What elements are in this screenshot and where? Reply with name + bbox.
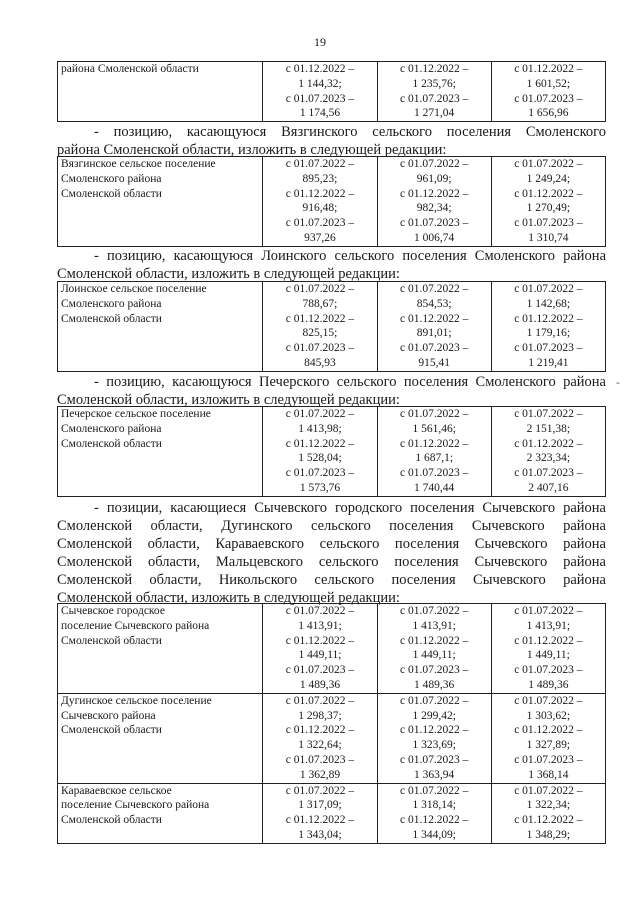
tariff-value-cell — [263, 157, 377, 247]
tariff-value-line: 1 413,91; — [298, 619, 342, 632]
tariff-value-line: с 01.07.2023 – — [399, 217, 469, 230]
tariff-value-cell — [491, 693, 605, 783]
settlement-name-cell — [58, 62, 263, 122]
settlement-name-line: Сычевского района — [61, 709, 156, 722]
tariff-value-line: с 01.07.2023 – — [514, 664, 583, 677]
tariff-value-line: 1 413,91; — [412, 619, 456, 632]
tariff-value-line: с 01.07.2023 – — [514, 92, 583, 105]
tariff-value-line: с 01.12.2022 – — [399, 814, 469, 827]
paragraph-sychevsky — [57, 499, 606, 607]
tariff-value-line: 1 318,14; — [412, 799, 456, 812]
tariff-value-line: с 01.12.2022 – — [514, 187, 583, 200]
tariff-value-line: 895,23; — [302, 172, 338, 185]
tariff-value-cell — [377, 157, 491, 247]
tariff-value-line: с 01.07.2022 – — [285, 408, 355, 420]
tariff-value-line: с 01.12.2022 – — [514, 63, 583, 75]
tariff-value-line: с 01.12.2022 – — [285, 63, 355, 75]
tariff-value-line: с 01.07.2023 – — [285, 467, 355, 480]
settlement-name-line: Лоинское сельское поселение — [61, 283, 207, 295]
tariff-value-line: с 01.07.2022 – — [514, 158, 583, 170]
settlement-name-line: Смоленской области — [61, 312, 162, 325]
tariff-value-line: с 01.07.2022 – — [514, 605, 583, 617]
settlement-name-line: Смоленской области — [61, 187, 162, 200]
tariff-value-cell — [491, 604, 605, 694]
tariff-value-line: 1 344,09; — [412, 828, 456, 841]
tariff-value-line: с 01.07.2023 – — [285, 753, 355, 766]
tariff-value-line: с 01.07.2022 – — [514, 784, 583, 797]
tariff-value-line: 1 270,49; — [526, 202, 571, 215]
tariff-value-line: с 01.07.2022 – — [399, 408, 469, 420]
tariff-value-line: 961,09; — [416, 172, 452, 185]
tariff-value-line: 1 449,11; — [298, 649, 342, 662]
tariff-value-line: 1 323,69; — [412, 739, 456, 752]
table-row — [58, 783, 606, 843]
tariff-value-line: с 01.07.2022 – — [399, 694, 469, 707]
tariff-value-line: 916,48; — [302, 202, 338, 215]
tariff-value-line: с 01.12.2022 – — [399, 312, 469, 325]
tariff-value-line: 788,67; — [302, 297, 338, 310]
tariff-value-line: 1 142,68; — [526, 297, 571, 310]
tariff-value-cell — [263, 407, 377, 497]
settlement-name-cell — [58, 783, 263, 843]
scan-mark: - — [616, 375, 620, 389]
tariff-value-line: 2 407,16 — [528, 481, 569, 494]
settlement-name-cell — [58, 407, 263, 497]
settlement-name-line: Смоленского района — [61, 297, 162, 310]
tariff-value-line: с 01.07.2022 – — [399, 784, 469, 797]
table-row — [58, 62, 606, 122]
tariff-value-line: 1 528,04; — [298, 452, 342, 465]
tariff-value-line: 1 489,36 — [414, 678, 455, 691]
settlement-name-line: Смоленской области — [61, 724, 162, 737]
tariff-value-cell — [377, 282, 491, 372]
table-row — [58, 693, 606, 783]
table-row — [58, 604, 606, 694]
tariff-value-line: 1 687,1; — [415, 452, 454, 465]
table-row — [58, 407, 606, 497]
tariff-value-line: 1 322,34; — [526, 799, 571, 812]
tariff-value-line: 2 151,38; — [526, 422, 571, 435]
tariff-value-line: 1 235,76; — [412, 77, 456, 90]
tariff-value-line: с 01.07.2023 – — [514, 217, 583, 230]
tariff-value-line: 1 327,89; — [526, 739, 571, 752]
tariff-value-cell — [491, 282, 605, 372]
settlement-name-cell — [58, 157, 263, 247]
tariff-value-line: 1 144,32; — [298, 77, 342, 90]
tariff-value-line: 1 368,14 — [528, 768, 569, 781]
tariff-value-line: с 01.07.2023 – — [399, 753, 469, 766]
tariff-value-line: с 01.07.2023 – — [285, 92, 355, 105]
tariff-value-line: с 01.12.2022 – — [285, 312, 355, 325]
page-number: 19 — [314, 35, 326, 49]
tariff-value-line: 1 413,91; — [526, 619, 571, 632]
tariff-value-line: с 01.12.2022 – — [399, 63, 469, 75]
tariff-value-line: 2 323,34; — [526, 452, 571, 465]
tariff-value-line: 1 322,64; — [298, 739, 342, 752]
tariff-value-line: 1 363,94 — [414, 768, 455, 781]
tariff-value-line: 1 561,46; — [412, 422, 456, 435]
tariff-value-line: с 01.12.2022 – — [399, 437, 469, 450]
paragraph-line: района Смоленской области, изложить в следующей редакции: — [57, 142, 447, 158]
tariff-value-line: с 01.12.2022 – — [285, 187, 355, 200]
tariff-value-line: с 01.12.2022 – — [514, 814, 583, 827]
tariff-value-line: 1 362,89 — [299, 768, 341, 781]
paragraph-line: - позицию, касающуюся Вязгинского сельского поселения Смоленского — [94, 124, 606, 140]
tariff-value-line: 825,15; — [302, 327, 338, 340]
tariff-value-line: 1 317,09; — [298, 799, 342, 812]
tariff-value-line: с 01.12.2022 – — [399, 634, 469, 647]
tariff-value-cell — [377, 604, 491, 694]
tariff-value-line: 1 656,96 — [528, 107, 569, 120]
tariff-value-line: 1 298,37; — [298, 709, 342, 722]
tariff-value-cell — [263, 604, 377, 694]
paragraph-line: Смоленской области, изложить в следующей редакции: — [57, 266, 400, 282]
tariff-value-line: 1 006,74 — [414, 231, 455, 244]
tariff-value-line: с 01.12.2022 – — [285, 634, 355, 647]
settlement-name-line: Дугинское сельское поселение — [61, 694, 212, 707]
settlement-name-cell — [58, 282, 263, 372]
tariff-value-line: 1 299,42; — [412, 709, 456, 722]
tariff-value-cell — [377, 62, 491, 122]
tariff-value-line: с 01.07.2022 – — [399, 283, 469, 295]
tariff-value-line: 915,41 — [418, 356, 450, 369]
tariff-value-line: с 01.07.2023 – — [399, 467, 469, 480]
tariff-value-cell — [491, 783, 605, 843]
tariff-value-line: с 01.07.2022 – — [285, 784, 355, 797]
tariff-table-pecherskoe — [57, 406, 606, 497]
tariff-value-line: с 01.07.2023 – — [399, 92, 469, 105]
tariff-value-line: с 01.07.2023 – — [514, 753, 583, 766]
tariff-value-line: с 01.07.2022 – — [285, 283, 355, 295]
tariff-value-line: 1 310,74 — [528, 231, 569, 244]
tariff-value-line: с 01.07.2022 – — [514, 283, 583, 295]
tariff-value-line: с 01.12.2022 – — [514, 312, 583, 325]
tariff-value-line: с 01.07.2022 – — [285, 158, 355, 170]
tariff-value-line: с 01.07.2022 – — [514, 694, 583, 707]
tariff-value-line: 1 348,29; — [526, 828, 571, 841]
tariff-value-line: 1 573,76 — [299, 481, 341, 494]
tariff-value-line: с 01.12.2022 – — [285, 437, 355, 450]
tariff-value-cell — [263, 282, 377, 372]
tariff-table-sychevsky — [57, 603, 606, 844]
paragraph-pecherskoe — [57, 373, 606, 409]
tariff-value-line: с 01.07.2023 – — [285, 664, 355, 677]
tariff-value-cell — [263, 783, 377, 843]
paragraph-line: Смоленской области, Дугинского сельского поселения Сычевского района — [57, 518, 606, 534]
settlement-name-line: поселение Сычевского района — [61, 799, 210, 812]
tariff-value-line: с 01.07.2023 – — [514, 467, 583, 480]
tariff-value-line: 1 271,04 — [414, 107, 455, 120]
tariff-value-line: с 01.12.2022 – — [399, 187, 469, 200]
paragraph-line: Смоленской области, изложить в следующей редакции: — [57, 392, 400, 408]
tariff-value-line: 1 449,11; — [526, 649, 570, 662]
tariff-value-cell — [491, 157, 605, 247]
paragraph-line: Смоленской области, Никольского сельского поселения Сычевского района — [57, 572, 606, 588]
tariff-value-line: с 01.12.2022 – — [285, 814, 355, 827]
settlement-name-line: района Смоленской области — [61, 63, 199, 75]
tariff-value-cell — [491, 62, 605, 122]
paragraph-loinskoe — [57, 247, 606, 283]
settlement-name-cell — [58, 693, 263, 783]
tariff-value-cell — [377, 783, 491, 843]
tariff-value-line: с 01.07.2023 – — [285, 217, 355, 230]
tariff-value-line: с 01.12.2022 – — [514, 437, 583, 450]
tariff-value-line: 982,34; — [416, 202, 452, 215]
tariff-value-line: с 01.07.2023 – — [399, 342, 469, 355]
tariff-value-line: с 01.07.2022 – — [399, 605, 469, 617]
settlement-name-line: Печерское сельское поселение — [61, 408, 211, 420]
tariff-value-line: с 01.07.2023 – — [285, 342, 355, 355]
settlement-name-line: Смоленского района — [61, 172, 162, 185]
tariff-value-line: с 01.12.2022 – — [285, 724, 355, 737]
tariff-value-line: 1 740,44 — [414, 481, 455, 494]
tariff-value-line: с 01.12.2022 – — [514, 634, 583, 647]
settlement-name-line: поселение Сычевского района — [61, 619, 210, 632]
tariff-value-line: с 01.07.2023 – — [514, 342, 583, 355]
tariff-value-line: 937,26 — [304, 231, 336, 244]
tariff-value-line: 854,53; — [416, 297, 452, 310]
paragraph-line: - позицию, касающуюся Печерского сельского поселения Смоленского района — [94, 374, 606, 390]
tariff-value-line: 1 413,98; — [298, 422, 342, 435]
tariff-value-line: 845,93 — [304, 356, 336, 369]
settlement-name-cell — [58, 604, 263, 694]
tariff-value-line: с 01.07.2022 – — [285, 694, 355, 707]
paragraph-line: Смоленской области, Мальцевского сельского поселения Сычевского района — [57, 554, 606, 570]
settlement-name-line: Смоленского района — [61, 422, 162, 435]
tariff-value-line: с 01.12.2022 – — [399, 724, 469, 737]
settlement-name-line: Сычевское городское — [61, 605, 165, 617]
paragraph-line: - позицию, касающуюся Лоинского сельского поселения Смоленского района — [94, 248, 606, 264]
tariff-value-line: 1 219,41 — [528, 356, 569, 369]
paragraph-line: Смоленской области, изложить в следующей редакции: — [57, 590, 400, 606]
tariff-value-cell — [491, 407, 605, 497]
tariff-value-cell — [263, 693, 377, 783]
tariff-table-vyazginskoe — [57, 156, 606, 247]
tariff-value-line: с 01.07.2022 – — [399, 158, 469, 170]
tariff-table-continuation — [57, 61, 606, 122]
tariff-value-line: 1 489,36 — [299, 678, 341, 691]
settlement-name-line: Смоленской области — [61, 437, 162, 450]
tariff-value-line: 1 303,62; — [526, 709, 571, 722]
tariff-value-line: 1 179,16; — [526, 327, 571, 340]
tariff-value-line: с 01.07.2022 – — [285, 605, 355, 617]
settlement-name-line: Караваевское сельское — [61, 784, 172, 797]
tariff-table-loinskoe — [57, 281, 606, 372]
tariff-value-line: 1 449,11; — [412, 649, 456, 662]
settlement-name-line: Смоленской области — [61, 814, 162, 827]
tariff-value-line: 1 343,04; — [298, 828, 342, 841]
tariff-value-cell — [377, 693, 491, 783]
paragraph-line: Смоленской области, Караваевского сельского поселения Сычевского района — [57, 536, 606, 552]
tariff-value-cell — [377, 407, 491, 497]
tariff-value-line: 1 249,24; — [526, 172, 571, 185]
table-row — [58, 157, 606, 247]
tariff-value-line: 891,01; — [416, 327, 452, 340]
table-row — [58, 282, 606, 372]
paragraph-vyazginskoe — [57, 123, 606, 159]
tariff-value-line: с 01.07.2023 – — [399, 664, 469, 677]
tariff-value-cell — [263, 62, 377, 122]
tariff-value-line: с 01.07.2022 – — [514, 408, 583, 420]
tariff-value-line: с 01.12.2022 – — [514, 724, 583, 737]
settlement-name-line: Вязгинское сельское поселение — [61, 158, 216, 170]
tariff-value-line: 1 489,36 — [528, 678, 569, 691]
tariff-value-line: 1 174,56 — [299, 107, 341, 120]
settlement-name-line: Смоленской области — [61, 634, 162, 647]
paragraph-line: - позиции, касающиеся Сычевского городского поселения Сычевского района — [94, 500, 606, 516]
tariff-value-line: 1 601,52; — [526, 77, 571, 90]
